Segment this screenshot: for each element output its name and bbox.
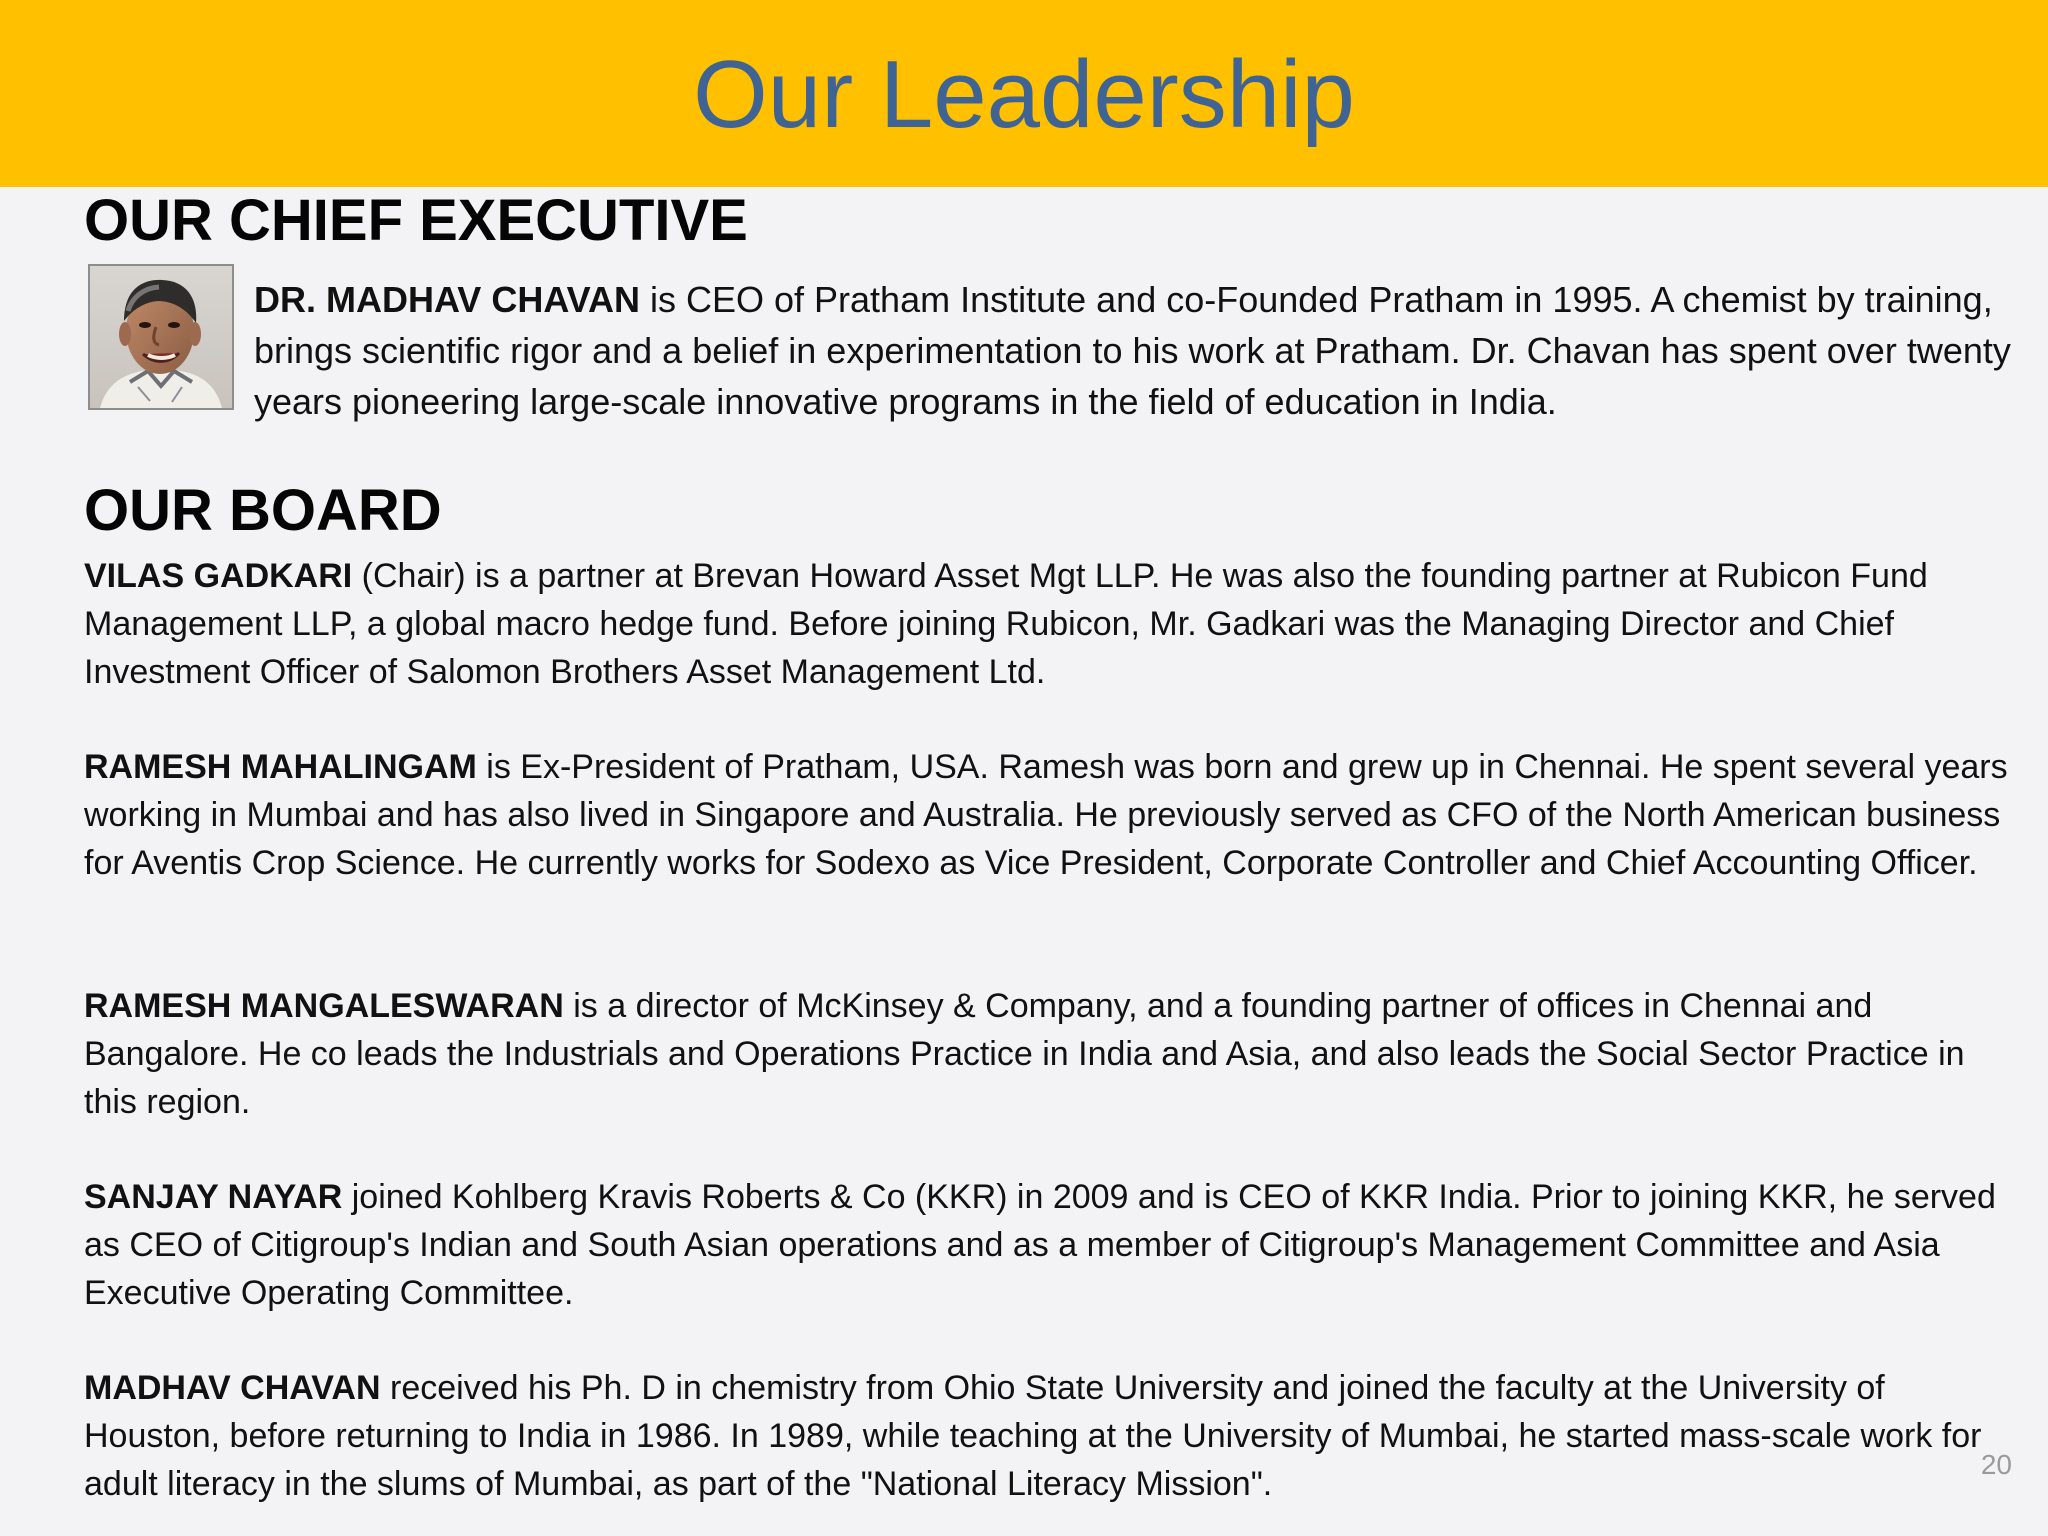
board-member-bio-text: joined Kohlberg Kravis Roberts & Co (KKR) in 2009 and is CEO of KKR India. Prior to joining KKR, he served as CEO of Citigroup's Indian and South Asian operations and as a member of Citigroup's Management Committee and Asia Executive Operating Committee. [84, 1178, 1996, 1312]
board-member-bio [84, 982, 2009, 1126]
board-member-bio-text: is a director of McKinsey & Company, and a founding partner of offices in Chennai and Bangalore. He co leads the Industrials and Operations Practice in India and Asia, and also leads the Social Sector Practice in this region. [84, 987, 1965, 1121]
ceo-bio-text: is CEO of Pratham Institute and co-Founded Pratham in 1995. A chemist by training, brings scientific rigor and a belief in experimentation to his work at Pratham. Dr. Chavan has spent over twenty years pioneering large-scale innovative programs in the field of education in India. [254, 279, 2011, 422]
board-member-bio [84, 743, 2009, 887]
board-member-bio-text: received his Ph. D in chemistry from Ohio State University and joined the faculty at the University of Houston, before returning to India in 1986. In 1989, while teaching at the University of Mumbai, he started mass-scale work for adult literacy in the slums of Mumbai, as part of the "National Literacy Mission". [84, 1369, 1982, 1503]
board-member-bio [84, 1364, 2009, 1508]
chief-executive-heading: OUR CHIEF EXECUTIVE [84, 188, 748, 253]
board-member-bio-text: is Ex-President of Pratham, USA. Ramesh was born and grew up in Chennai. He spent several years working in Mumbai and has also lived in Singapore and Australia. He previously served as CFO of the North American business for Aventis Crop Science. He currently works for Sodexo as Vice President, Corporate Controller and Chief Accounting Officer. [84, 748, 2008, 882]
board-member-name: VILAS GADKARI [84, 557, 353, 595]
page-number: 20 [1980, 1449, 2012, 1480]
ceo-bio [254, 274, 2014, 427]
board-member-bio-text: (Chair) is a partner at Brevan Howard Asset Mgt LLP. He was also the founding partner at Rubicon Fund Management LLP, a global macro hedge fund. Before joining Rubicon, Mr. Gadkari was the Managing Director and Chief Investment Officer of Salomon Brothers Asset Management Ltd. [84, 557, 1928, 691]
board-member-name: RAMESH MAHALINGAM [84, 748, 477, 786]
board-member-name: MADHAV CHAVAN [84, 1369, 381, 1407]
ceo-photo [88, 264, 234, 410]
board-heading: OUR BOARD [84, 478, 442, 543]
board-member-name: RAMESH MANGALESWARAN [84, 987, 564, 1025]
ceo-name: DR. MADHAV CHAVAN [254, 279, 640, 320]
board-member-bio [84, 552, 2009, 696]
board-member-bio [84, 1173, 2009, 1317]
person-portrait-icon [90, 266, 232, 408]
page-title: Our Leadership [693, 41, 1355, 148]
board-member-name: SANJAY NAYAR [84, 1178, 343, 1216]
